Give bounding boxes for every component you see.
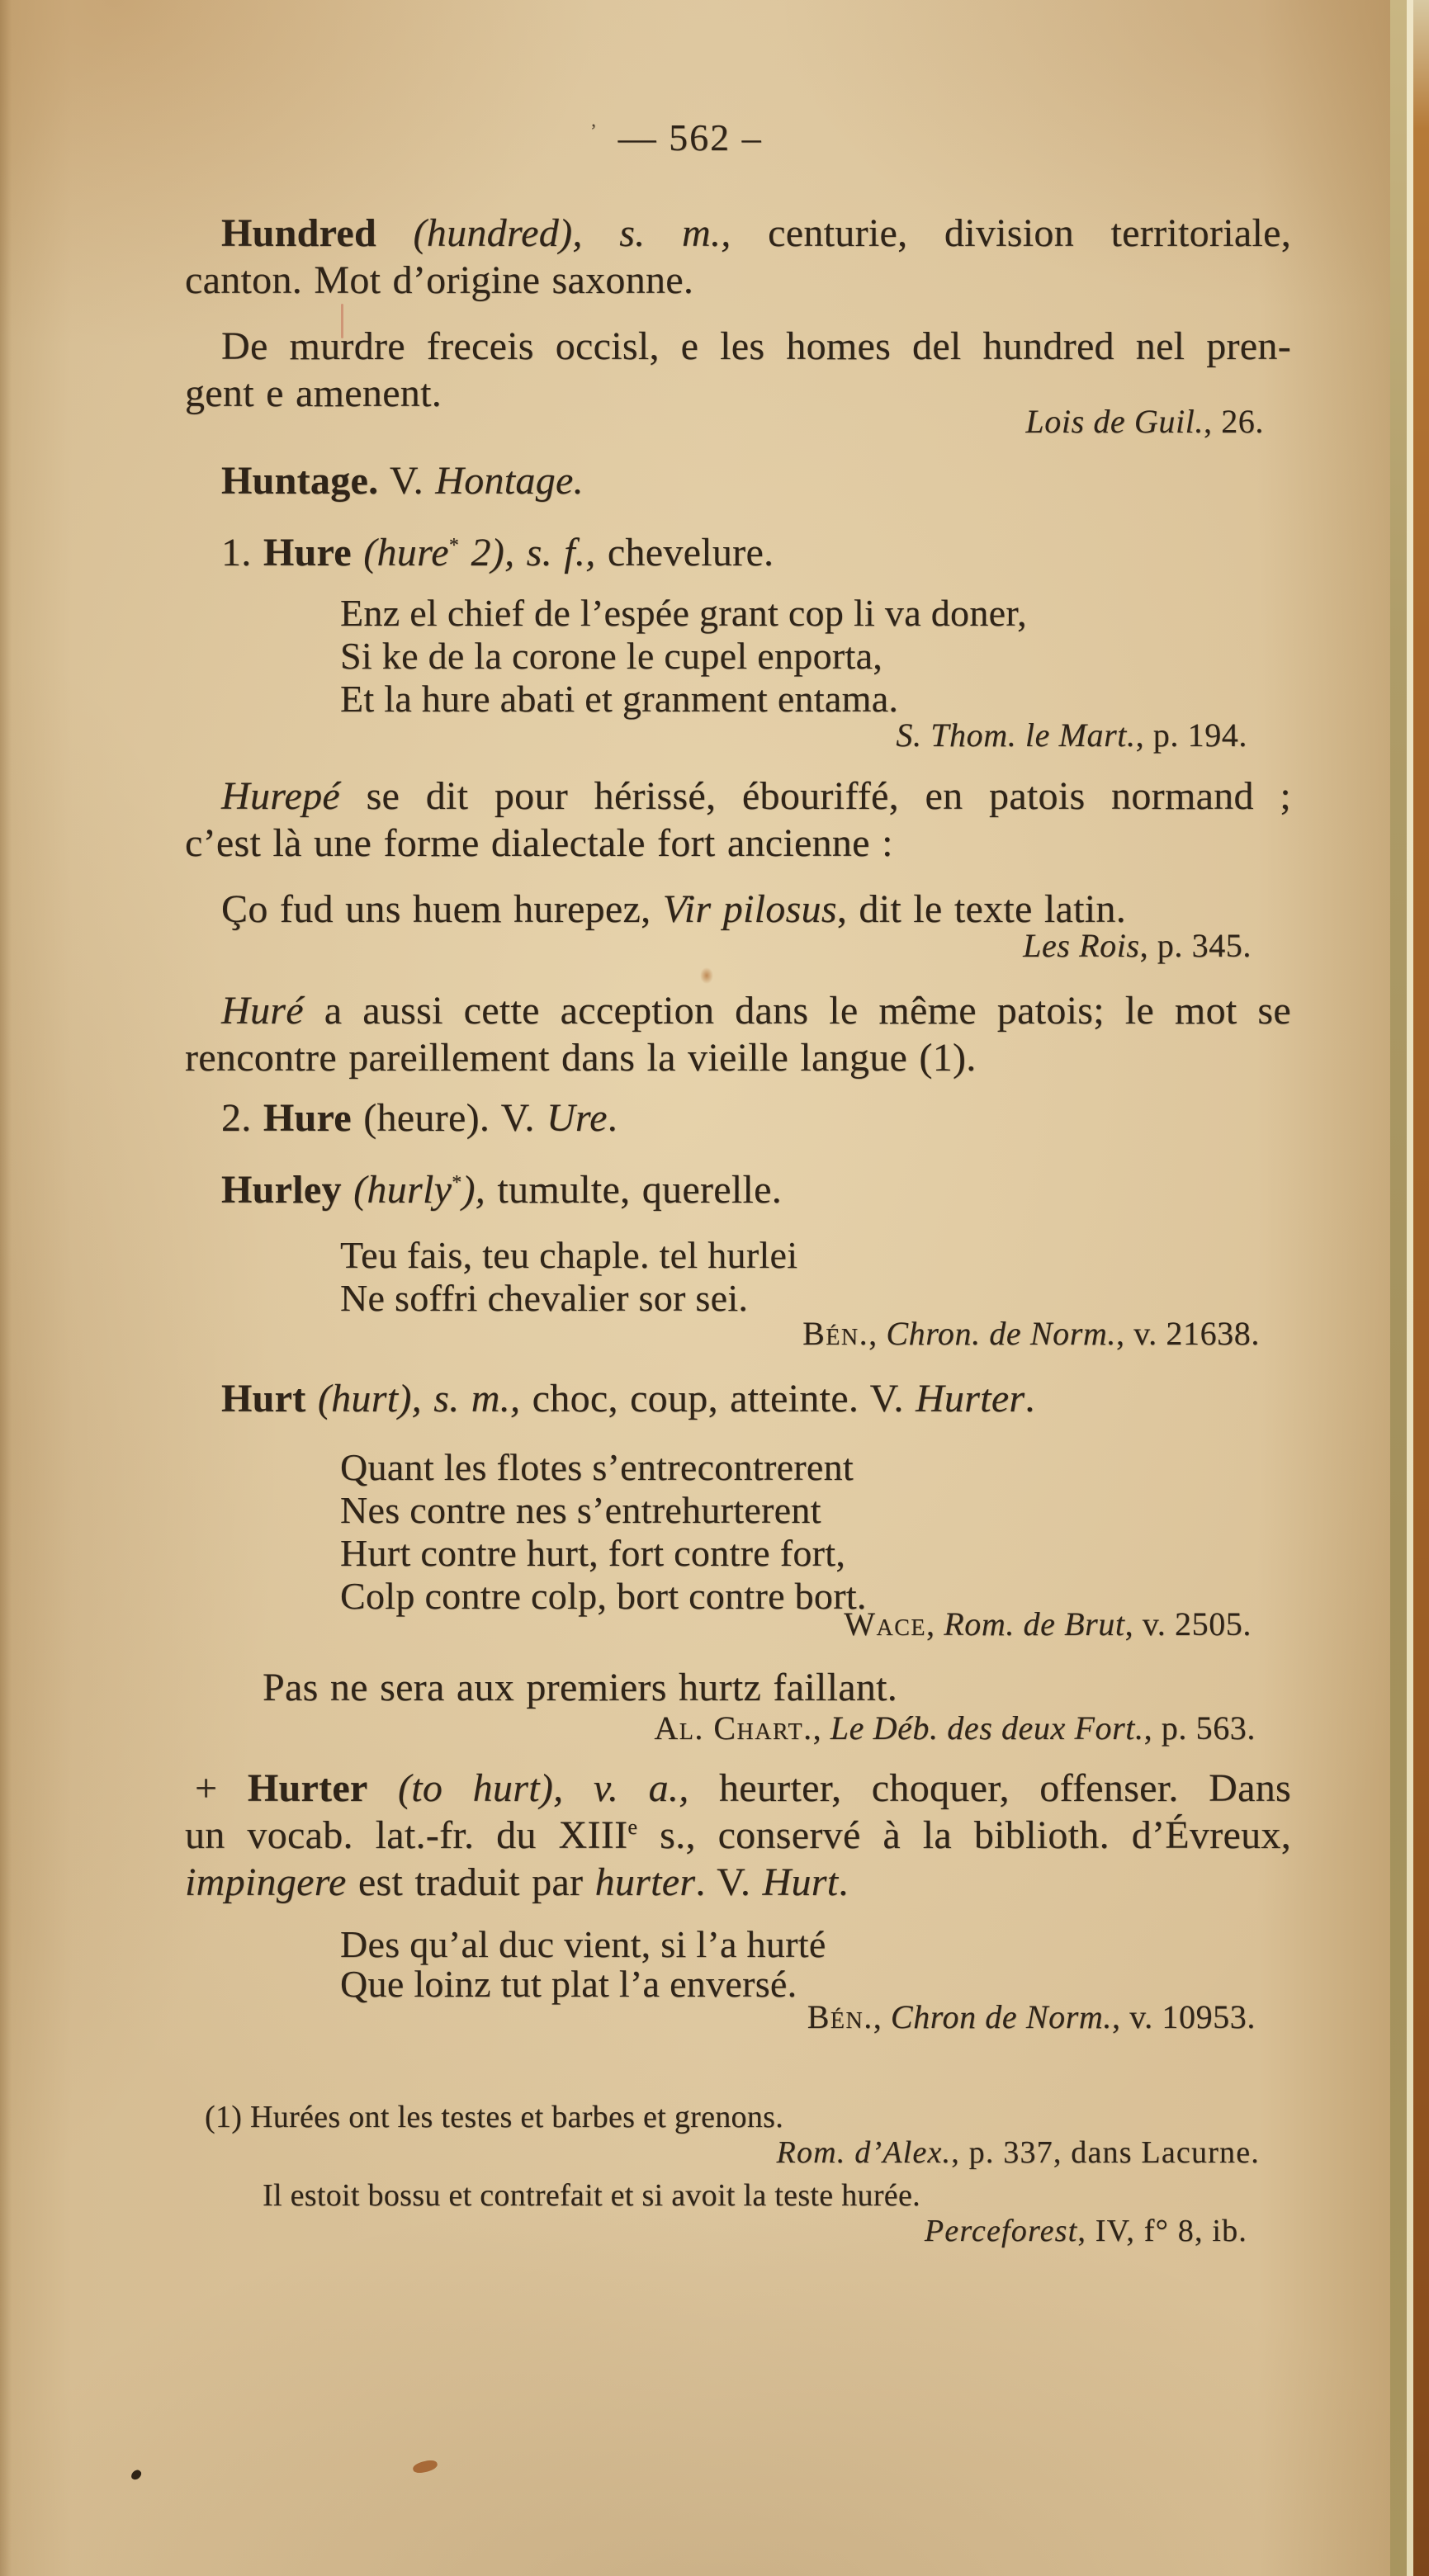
citation-author: Al. Chart. [654, 1709, 813, 1746]
entry-hurt [185, 1375, 1291, 1422]
citation-ref: , p. 563. [1143, 1709, 1256, 1746]
entry-hurley [185, 1166, 1291, 1213]
citation-author: Bén. [807, 1998, 873, 2035]
verse-hurt-line3: Hurt contre hurt, fort contre fort, [340, 1532, 846, 1574]
footnote-2-text: Il estoit bossu et contrefait et si avoit la teste hurée. [263, 2178, 920, 2213]
citation-al-chart [654, 1709, 1256, 1747]
footnote-1-citation [777, 2134, 1260, 2171]
headword-hurter: Hurter [247, 1766, 368, 1810]
citation-ref: , v. 10953. [1111, 1998, 1256, 2035]
page-edge-highlight [1407, 0, 1413, 2576]
headword-hurt: Hurt [221, 1377, 306, 1420]
entry-number: 1. [221, 531, 263, 574]
quote-hundred-line1: De murdre freceis occisl, e les homes del hundred nel pren- [221, 324, 1291, 368]
headword-hurley: Hurley [221, 1168, 342, 1212]
verse-hurter-line1: Des qu’al duc vient, si l’a hurté [340, 1923, 826, 1965]
verse-hurt-line4: Colp contre colp, bort contre bort. [340, 1575, 867, 1617]
grammar-info: (to hurt), v. a., [367, 1766, 689, 1810]
citation-source: Perceforest [924, 2214, 1078, 2248]
citation-lois-de-guil [1025, 403, 1264, 441]
citation-s-thom [896, 716, 1247, 754]
citation-ref: , p. 337, dans Lacurne. [951, 2135, 1260, 2170]
asterisk-mark: * [448, 535, 460, 556]
word-hure: Huré [221, 989, 304, 1033]
para-hurepe-line1 [185, 773, 1291, 820]
citation-source: Chron. de Norm. [886, 1315, 1116, 1352]
entry-hurter-line1 [185, 1765, 1291, 1812]
entry-huntage [185, 457, 1291, 504]
see-label: (heure). V. [351, 1096, 547, 1140]
entry-text: un vocab. lat.-fr. du XIII [185, 1813, 628, 1857]
entry-text: est traduit par [346, 1860, 595, 1904]
verse-hurter-line2: Que loinz tut plat l’a enversé. [340, 1963, 797, 2005]
rust-speck [412, 2459, 438, 2475]
grammar-info: (hundred), s. m., [376, 211, 731, 255]
definition: heurter, choquer, offenser. Dans [688, 1766, 1291, 1810]
citation-source: Rom. de Brut [944, 1605, 1125, 1642]
headword-hure: Hure [263, 1096, 352, 1140]
grammar-info: 2), s. f., [459, 531, 596, 574]
rust-stain [700, 967, 713, 984]
citation-ref: , v. 2505. [1124, 1605, 1252, 1642]
binding-edge [1413, 0, 1429, 2576]
citation-wace [844, 1605, 1252, 1643]
verse-hure-line3: Et la hure abati et granment entama. [340, 678, 899, 720]
citation-sep: , [812, 1709, 830, 1746]
entry-hure-1 [185, 529, 1291, 576]
entry-hundred-line2: canton. Mot d’origine saxonne. [185, 258, 694, 302]
citation-source: Les Rois [1023, 927, 1140, 964]
word-hurepe: Hurepé [221, 774, 340, 818]
entry-hundred-line1 [185, 210, 1291, 257]
para-hure-line1 [185, 987, 1291, 1034]
citation-ben-21638 [802, 1315, 1260, 1353]
citation-ref: , p. 345. [1139, 927, 1252, 964]
citation-sep: , [868, 1315, 887, 1352]
asterisk-mark: * [452, 1172, 462, 1193]
verse-hurley-line1: Teu fais, teu chaple. tel hurlei [340, 1234, 798, 1276]
period: . [607, 1096, 618, 1140]
para-hurepe-line2: c’est là une forme dialectale fort ancienne : [185, 821, 893, 865]
paragraph-text: se dit pour hérissé, ébouriffé, en patois normand ; [339, 774, 1291, 818]
citation-sep: , [873, 1998, 891, 2035]
quote-hundred-line2: gent e amenent. [185, 371, 442, 415]
citation-ben-10953 [807, 1998, 1256, 2036]
citation-ref: , IV, f° 8, ib. [1077, 2214, 1247, 2248]
page-header [590, 116, 763, 159]
quote-text: Ço fud uns huem hurepez, [221, 887, 663, 931]
citation-source: Le Déb. des deux Fort. [830, 1709, 1144, 1746]
citation-ref: , 26. [1204, 403, 1264, 440]
cross-reference-hontage: Hontage. [435, 459, 584, 503]
verse-hurley-line2: Ne soffri chevalier sor sei. [340, 1277, 749, 1319]
grammar-info: ), [461, 1168, 486, 1212]
cross-reference-ure: Ure [546, 1096, 608, 1140]
citation-les-rois [1023, 927, 1252, 965]
entry-text: s., conservé à la biblioth. d’Évreux, [637, 1813, 1291, 1857]
quote-pas-ne-sera: Pas ne sera aux premiers hurtz faillant. [263, 1666, 898, 1709]
para-hure-line2: rencontre pareillement dans la vieille langue (1). [185, 1036, 977, 1080]
headword-hundred: Hundred [221, 211, 376, 255]
citation-sep: , [926, 1605, 944, 1642]
print-artifact-tick: ’ [590, 120, 599, 141]
citation-source: Rom. d’Alex. [776, 2135, 952, 2170]
definition: centurie, division territoriale, [731, 211, 1291, 255]
headword-hure: Hure [263, 531, 352, 574]
citation-ref: , v. 21638. [1115, 1315, 1260, 1352]
period: . [1024, 1377, 1035, 1420]
verse-hure-line1: Enz el chief de l’espée grant cop li va doner, [340, 592, 1027, 634]
paper-fiber [341, 304, 343, 338]
paragraph-text: a aussi cette acception dans le même patois; le mot se [303, 989, 1291, 1033]
definition: choc, coup, atteinte. V. [520, 1377, 916, 1420]
page-gutter-shadow [1390, 0, 1407, 2576]
superscript-e: e [627, 1814, 638, 1839]
footnote-1-text: (1) Hurées ont les testes et barbes et grenons. [205, 2100, 784, 2134]
citation-author: Wace [844, 1605, 926, 1642]
see-label: . V. [695, 1860, 763, 1904]
citation-author: Bén. [802, 1315, 869, 1352]
word-hurter: hurter [594, 1860, 696, 1904]
citation-ref: , p. 194. [1135, 716, 1247, 754]
headword-huntage: Huntage. [221, 459, 379, 503]
latin-phrase: Vir pilosus [662, 887, 837, 931]
ink-speck [130, 2468, 143, 2481]
entry-number: 2. [221, 1096, 263, 1140]
cross-reference-hurt: Hurt [762, 1860, 839, 1904]
verse-hurt-line2: Nes contre nes s’entrehurterent [340, 1489, 821, 1531]
period: . [838, 1860, 849, 1904]
verse-hure-line2: Si ke de la corone le cupel enporta, [340, 635, 883, 677]
citation-source: Lois de Guil. [1025, 403, 1204, 440]
page-left-edge-shadow [0, 0, 12, 2576]
verse-hurt-line1: Quant les flotes s’entrecontrerent [340, 1446, 854, 1488]
entry-hurter-line2 [185, 1812, 1291, 1859]
grammar-info: (hurly [341, 1168, 452, 1212]
quote-co-fud [185, 886, 1291, 933]
entry-hure-2 [185, 1094, 1291, 1141]
cross-reference-hurter: Hurter [915, 1377, 1025, 1420]
latin-word-impingere: impingere [185, 1860, 347, 1904]
definition: chevelure. [595, 531, 774, 574]
see-label: V. [378, 459, 436, 503]
page-number: — 562 – [617, 116, 763, 158]
entry-hurter-line3 [185, 1859, 1291, 1906]
quote-text: , dit le texte latin. [836, 887, 1127, 931]
cross-symbol: + [195, 1766, 248, 1810]
definition: tumulte, querelle. [485, 1168, 783, 1212]
footnote-2-citation [925, 2213, 1247, 2249]
citation-source: S. Thom. le Mart. [896, 716, 1136, 754]
grammar-info: (hure [351, 531, 449, 574]
grammar-info: (hurt), s. m., [305, 1377, 521, 1420]
citation-source: Chron de Norm. [890, 1998, 1112, 2035]
